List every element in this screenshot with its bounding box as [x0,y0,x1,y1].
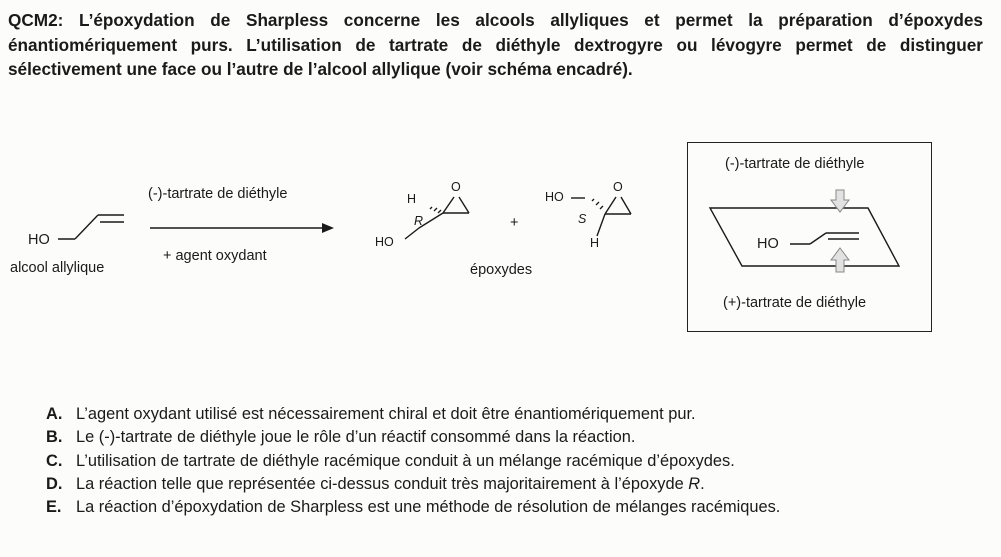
option-a[interactable] [46,403,976,426]
bond-line [597,214,605,236]
plus-sign: + [510,215,519,231]
reaction-scheme [0,140,1001,370]
reagent-above-arrow: (-)-tartrate de diéthyle [148,186,288,202]
answer-options [46,403,976,519]
option-text: Le (-)-tartrate de diéthyle joue le rôle d’un réactif consommé dans la réaction. [76,428,636,447]
product2-o-label: O [613,180,623,194]
bond-line [605,197,616,214]
bond-line [75,215,98,239]
option-letter: D. [46,474,63,493]
box-top-label: (-)-tartrate de diéthyle [725,156,865,172]
option-letter: E. [46,498,62,517]
option-text: La réaction d’époxydation de Sharpless est une méthode de résolution de mélanges racémiques. [76,498,781,517]
option-e[interactable] [46,496,976,519]
option-letter: A. [46,405,63,423]
option-text: L’agent oxydant utilisé est nécessairement chiral et doit être énantiomériquement pur. [76,405,696,423]
option-letter: C. [46,451,63,470]
option-text [76,473,976,496]
reactant-ho-label: HO [28,232,50,248]
bond-line [405,228,419,239]
option-text-stereo: R [688,474,701,493]
option-letter: B. [46,428,63,447]
question-text: QCM2: L’époxydation de Sharpless concerne les alcools allyliques et permet la préparation d’époxydes énantiomériquement purs. L’utilisation de tartrate de diéthyle dextrogyre ou lévogyre permet de distinguer sélectivement une face ou l’autre de l’alcool allylique (voir schéma encadré). [8,10,983,79]
bond-line [443,197,454,213]
product1-h-label: H [407,192,417,206]
reactant-name: alcool allylique [10,260,105,276]
option-b[interactable] [46,426,976,449]
option-text-end: . [700,474,705,493]
product1-o-label: O [451,180,461,194]
box-bottom-label: (+)-tartrate de diéthyle [723,295,867,311]
product1-ho-label: HO [375,235,394,249]
product2-stereo-label: S [578,212,587,226]
product2-h-label: H [590,236,600,250]
bond-line [459,197,469,213]
reaction-arrow-head [322,223,334,233]
reagent-below-arrow: + agent oxydant [163,248,267,264]
hashed-wedge [430,199,603,213]
product1-stereo-label: R [414,214,424,228]
option-c[interactable] [46,450,976,473]
product2-ho-label: HO [545,190,564,204]
option-text-main: La réaction telle que représentée ci-dessus conduit très majoritairement à l’époxyde [76,474,689,493]
box-ho-label: HO [757,236,779,252]
option-text: L’utilisation de tartrate de diéthyle racémique conduit à un mélange racémique d’époxydes. [76,451,735,470]
products-name: époxydes [470,262,533,278]
bond-line [621,197,631,214]
option-d[interactable] [46,473,976,496]
